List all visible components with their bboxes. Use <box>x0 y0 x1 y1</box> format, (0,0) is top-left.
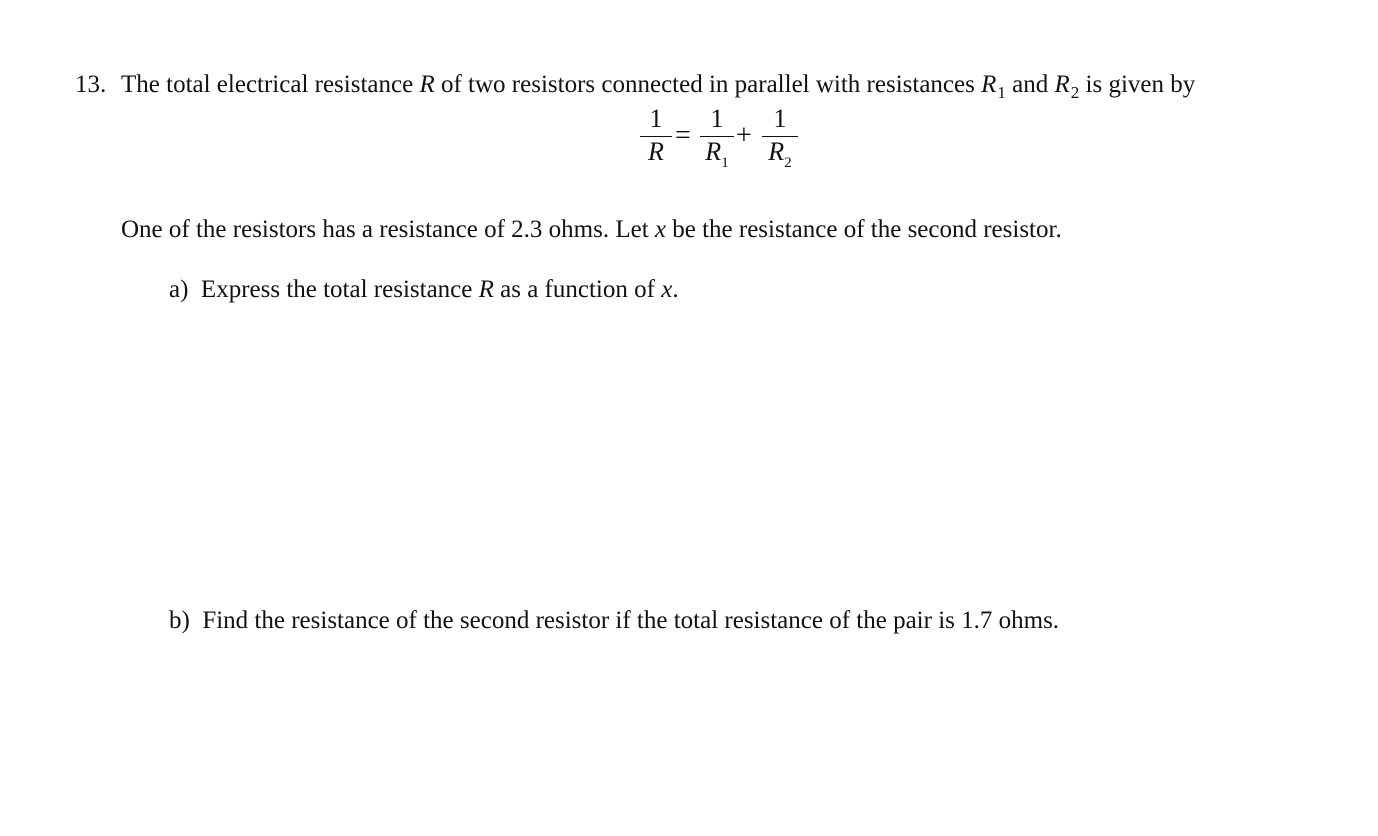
part-a-label: a) <box>169 276 189 303</box>
parallel-resistance-equation <box>630 104 810 184</box>
part-b-label: b) <box>169 607 190 634</box>
denominator-subscript: 1 <box>721 155 729 171</box>
intro-text-3: and <box>1005 71 1055 98</box>
var-x: x <box>661 276 673 303</box>
problem-number: 13. <box>75 71 107 98</box>
var-R1: R <box>981 71 997 98</box>
denominator-var: R <box>705 137 722 166</box>
var-R2: R <box>1054 71 1070 98</box>
problem-intro <box>121 70 1195 102</box>
var-x: x <box>654 216 666 243</box>
part-a <box>169 275 679 305</box>
part-a-text-3: . <box>672 276 679 303</box>
intro-text-4: is given by <box>1079 71 1196 98</box>
subscript-1: 1 <box>997 83 1006 102</box>
fraction-1-over-R <box>640 104 672 169</box>
part-a-text-2: as a function of <box>493 276 662 303</box>
var-R: R <box>419 71 435 98</box>
denominator-subscript: 2 <box>784 155 792 171</box>
given-statement <box>121 215 1062 245</box>
fraction-1-over-R2 <box>762 104 798 169</box>
subscript-2: 2 <box>1070 83 1080 102</box>
part-b <box>169 606 1059 636</box>
fraction-denominator <box>762 137 798 169</box>
plus-sign: + <box>736 120 752 151</box>
fraction-numerator: 1 <box>773 104 787 133</box>
part-b-text: Find the resistance of the second resistor if the total resistance of the pair is 1.7 ohms. <box>202 607 1060 634</box>
fraction-numerator: 1 <box>710 104 724 133</box>
intro-text-2: of two resistors connected in parallel with resistances <box>434 71 982 98</box>
fraction-denominator <box>700 137 734 169</box>
var-R: R <box>478 276 494 303</box>
given-text-1: One of the resistors has a resistance of 2.3 ohms. Let <box>121 216 655 243</box>
equals-sign: = <box>675 120 691 151</box>
denominator-var: R <box>768 137 785 166</box>
part-a-text-1: Express the total resistance <box>200 276 479 303</box>
fraction-denominator: R <box>648 137 664 166</box>
fraction-1-over-R1 <box>700 104 734 169</box>
fraction-numerator: 1 <box>649 104 663 133</box>
intro-text-1: The total electrical resistance <box>121 71 420 98</box>
given-text-2: be the resistance of the second resistor. <box>666 216 1062 243</box>
